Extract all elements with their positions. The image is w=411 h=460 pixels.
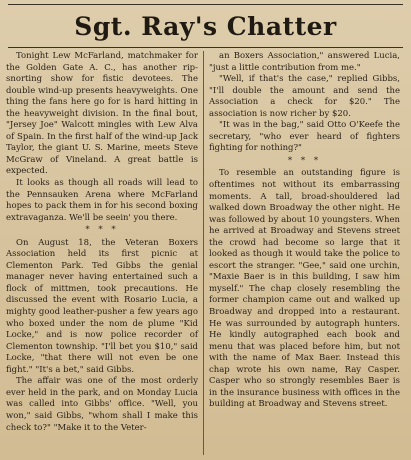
article-body — [6, 51, 405, 455]
section-separator: * * * — [85, 225, 119, 236]
paragraph-gibbs-double: "Well, if that's the case," replied Gibbs, "I'll double the amount and send the Association a check for $20." The association is now richer by $20. — [209, 74, 400, 119]
right-column — [203, 51, 400, 455]
paragraph-okeefe: "It was in the bag," said Otto O'Keefe the secretary, "who ever heard of fighters fighting for nothing?" — [209, 120, 400, 154]
paragraph-picnic: On August 18, the Veteran Boxers Association held its first picnic at Clementon Park. Ted Gibbs the genial manager never having entertained such a flock of mittmen, took precautions. He discussed the event with Rosario Lucia, a mighty good leather-pusher a few years ago who boxed under the nom de plume "Kid Locke," and is now police recorder of Clementon township. "I'll bet you $10," said Locke, "that there will not even be one fight." "It's a bet," said Gibbs. — [6, 237, 198, 375]
paragraph-lucia-answer: an Boxers Association," answered Lucia, "just a little contribution from me." — [209, 51, 400, 73]
paragraph-check: The affair was one of the most orderly ever held in the park, and on Monday Lucia was called into Gibbs' office. "Well, you won," said Gibbs, "whom shall I make this check to?" "Make it to the Veter- — [6, 376, 198, 433]
paragraph-pennsauken: It looks as though all roads will lead to the Pennsauken Arena where McFarland hopes to pack them in for his second boxing extravaganza. We'll be seein' you there. — [6, 178, 198, 223]
column-masthead — [8, 4, 403, 48]
paragraph-fight-card: Tonight Lew McFarland, matchmaker for the Golden Gate A. C., has another rip-snorting show for fistic devotees. The double wind-up presents heavyweights. One thing the fans here go for is hard hitting in the heavyweight division. In the final bout, "Jersey Joe" Walcott mingles with Lew Alva of Spain. In the first half of the wind-up Jack Taylor, the giant U. S. Marine, meets Steve McGraw of Vineland. A great battle is expected. — [6, 51, 198, 177]
left-column — [6, 51, 203, 455]
paragraph-lookalike: To resemble an outstanding figure is oftentimes not without its embarrassing moments. A tall, broad-shouldered lad walked down Broadway the other night. He was followed by about 10 youngsters. When he arrived at Broadway and Stevens street the crowd had become so large that it looked as though it would take the police to escort the stranger. "Gee," said one urchin, "Maxie Baer is in this building, I saw him myself." The chap closely resembling the former champion came out and walked up Broadway and dropped into a restaurant. He was surrounded by autograph hunters. He kindly autographed each book and menu that was placed before him, but not with the name of Max Baer. Instead this chap wrote his own name, Ray Casper. Casper who so strongly resembles Baer is in the insurance business with offices in the building at Broadway and Stevens street. — [209, 168, 400, 410]
column-title: Sgt. Ray's Chatter — [74, 11, 337, 41]
section-separator: * * * — [287, 155, 322, 166]
